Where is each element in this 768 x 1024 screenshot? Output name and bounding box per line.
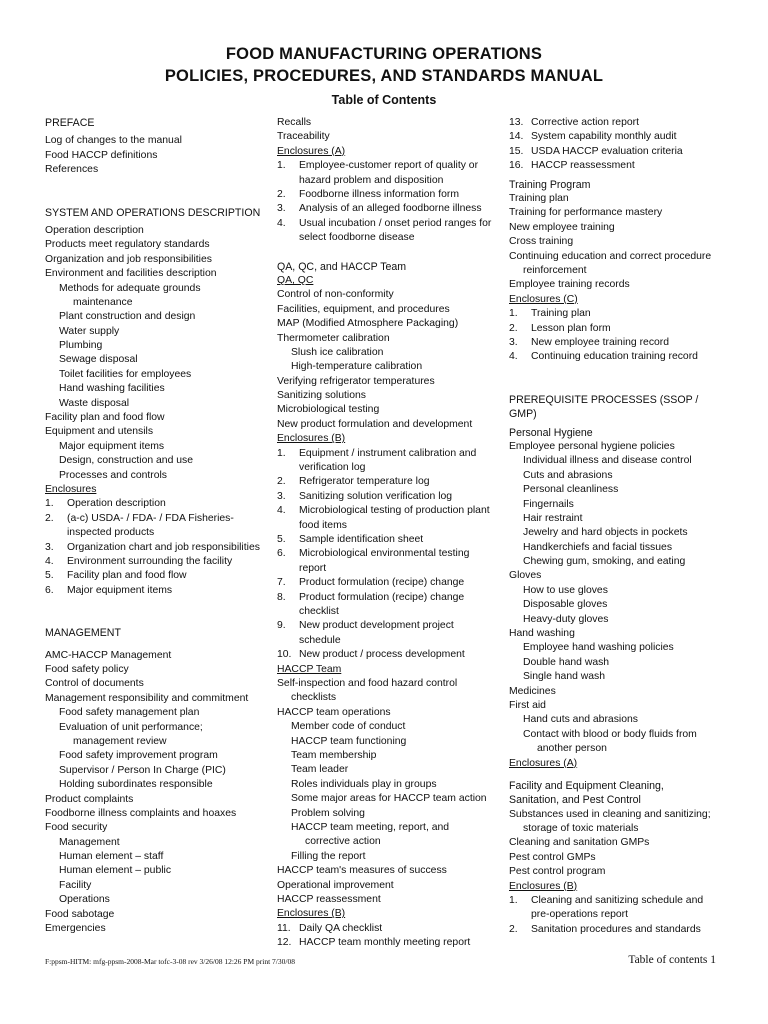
toc-entry-continued: checklists	[291, 692, 337, 704]
toc-subentry-continued: maintenance	[73, 296, 133, 308]
toc-entry: Verifying refrigerator temperatures	[277, 375, 435, 387]
toc-entry: New employee training	[509, 221, 615, 233]
enclosure-item: 2. Refrigerator temperature log	[277, 476, 430, 488]
document-title-line-1: FOOD MANUFACTURING OPERATIONS	[225, 45, 543, 63]
enclosures-heading: Enclosures (B)	[277, 908, 346, 920]
toc-entry: Food sabotage	[45, 908, 115, 920]
toc-section-heading: MANAGEMENT	[45, 627, 121, 640]
toc-subentry-continued: another person	[537, 743, 607, 755]
toc-entry: Operation description	[45, 224, 144, 236]
enclosure-item: 2. (a-c) USDA- / FDA- / FDA Fisheries-	[45, 512, 234, 524]
toc-subentry: Chewing gum, smoking, and eating	[523, 556, 686, 568]
toc-subsection-heading: Facility and Equipment Cleaning,	[509, 779, 664, 792]
toc-column-3	[509, 116, 729, 937]
toc-subentry: Sewage disposal	[59, 354, 138, 366]
toc-subentry: Plumbing	[59, 340, 103, 352]
enclosure-item: 11. Daily QA checklist	[277, 922, 383, 934]
toc-column-2	[277, 116, 497, 951]
toc-entry: New product formulation and development	[277, 418, 473, 430]
toc-entry: Sanitizing solutions	[277, 390, 366, 402]
toc-subentry: Employee hand washing policies	[523, 642, 674, 654]
toc-entry: MAP (Modified Atmosphere Packaging)	[277, 318, 459, 330]
enclosure-item: 3. New employee training record	[509, 336, 670, 348]
enclosure-item: 1. Equipment / instrument calibration and	[277, 447, 477, 459]
enclosure-item-continued: hazard problem and disposition	[299, 174, 444, 186]
toc-entry: Organization and job responsibilities	[45, 253, 212, 265]
enclosure-item: 16. HACCP reassessment	[509, 160, 635, 172]
enclosure-item: 4. Environment surrounding the facility	[45, 555, 233, 567]
enclosure-item: 4. Usual incubation / onset period ranges for	[277, 217, 492, 229]
enclosures-heading: Enclosures (A)	[509, 757, 578, 769]
enclosure-item: 1. Operation description	[45, 498, 166, 510]
toc-column-1	[45, 116, 265, 936]
toc-subentry: Food safety management plan	[59, 707, 200, 719]
enclosure-item: 3. Sanitizing solution verification log	[277, 490, 453, 502]
toc-subsection-heading: QA, QC	[277, 274, 314, 286]
enclosure-item: 3. Analysis of an alleged foodborne illness	[277, 203, 482, 215]
toc-entry: Substances used in cleaning and sanitizing;	[509, 808, 711, 820]
enclosure-item: 7. Product formulation (recipe) change	[277, 577, 465, 589]
toc-subentry: Team membership	[291, 750, 377, 762]
enclosure-item: 4. Continuing education training record	[509, 351, 698, 363]
enclosure-item-continued: pre-operations report	[531, 909, 629, 921]
toc-subentry: Waste disposal	[59, 397, 130, 409]
toc-entry: Control of non-conformity	[277, 289, 394, 301]
toc-entry-continued: storage of toxic materials	[523, 823, 639, 835]
toc-entry: Product complaints	[45, 793, 134, 805]
toc-entry: Management responsibility and commitment	[45, 692, 249, 704]
toc-section-heading: Training Program	[509, 178, 591, 191]
toc-subsection-heading: Personal Hygiene	[509, 426, 593, 439]
toc-entry: Pest control program	[509, 866, 606, 878]
toc-entry: First aid	[509, 699, 546, 711]
toc-subentry: Problem solving	[291, 807, 365, 819]
toc-entry: Products meet regulatory standards	[45, 239, 210, 251]
toc-entry: HACCP reassessment	[277, 893, 381, 905]
toc-entry: Cross training	[509, 236, 574, 248]
toc-section-heading: PREFACE	[45, 117, 95, 129]
enclosure-item: 6. Major equipment items	[45, 584, 173, 596]
toc-entry: Log of changes to the manual	[45, 135, 182, 147]
toc-subentry: Processes and controls	[59, 469, 168, 481]
enclosure-item: 2. Lesson plan form	[509, 322, 611, 334]
toc-subentry: Some major areas for HACCP team action	[291, 793, 487, 805]
toc-entry: Food HACCP definitions	[45, 149, 158, 161]
enclosure-item-continued: verification log	[299, 462, 366, 474]
toc-entry: AMC-HACCP Management	[45, 649, 172, 661]
enclosure-item-continued: schedule	[299, 634, 341, 646]
toc-subentry: High-temperature calibration	[291, 361, 423, 373]
enclosures-heading: Enclosures (B)	[509, 880, 578, 892]
toc-subentry: Team leader	[291, 764, 349, 776]
toc-entry: Employee personal hygiene policies	[509, 440, 675, 452]
toc-subentry: Hair restraint	[523, 512, 583, 524]
enclosures-heading: Enclosures (A)	[277, 145, 346, 157]
enclosure-item: 15. USDA HACCP evaluation criteria	[509, 145, 683, 157]
toc-entry: Microbiological testing	[277, 404, 380, 416]
toc-subentry: Supervisor / Person In Charge (PIC)	[59, 764, 226, 776]
toc-entry: HACCP team operations	[277, 706, 391, 718]
toc-entry: Cleaning and sanitation GMPs	[509, 837, 650, 849]
enclosure-item: 10. New product / process development	[277, 649, 465, 661]
toc-entry: HACCP team's measures of success	[277, 865, 447, 877]
toc-entry: Operational improvement	[277, 879, 394, 891]
toc-entry: Thermometer calibration	[277, 332, 390, 344]
toc-subentry: Human element – staff	[59, 851, 164, 863]
toc-subentry: HACCP team meeting, report, and	[291, 821, 450, 833]
toc-entry: Traceability	[277, 131, 330, 143]
enclosure-item-continued: report	[299, 562, 327, 574]
enclosure-item: 4. Microbiological testing of production plant	[277, 505, 490, 517]
toc-subentry: Single hand wash	[523, 671, 606, 683]
toc-subentry: Design, construction and use	[59, 455, 194, 467]
toc-subentry: Methods for adequate grounds	[59, 282, 201, 294]
toc-subentry: Heavy-duty gloves	[523, 613, 609, 625]
toc-entry: Pest control GMPs	[509, 851, 596, 863]
enclosures-heading: Enclosures (B)	[277, 433, 346, 445]
toc-subentry: Management	[59, 836, 120, 848]
enclosure-item: 2. Sanitation procedures and standards	[509, 923, 701, 935]
toc-subsection-heading: HACCP Team	[277, 663, 342, 675]
toc-subentry: HACCP team functioning	[291, 735, 407, 747]
toc-entry: Food security	[45, 822, 108, 834]
toc-section-heading: PREREQUISITE PROCESSES (SSOP /	[509, 393, 699, 406]
toc-entry: Facilities, equipment, and procedures	[277, 303, 450, 315]
toc-entry: Employee training records	[509, 279, 630, 291]
enclosures-heading: Enclosures (C)	[509, 293, 578, 305]
enclosure-item: 8. Product formulation (recipe) change	[277, 591, 465, 603]
toc-section-heading: QA, QC, and HACCP Team	[277, 260, 407, 273]
enclosure-item-continued: select foodborne disease	[299, 232, 415, 244]
enclosure-item: 3. Organization chart and job responsibilities	[45, 541, 260, 553]
toc-section-heading: SYSTEM AND OPERATIONS DESCRIPTION	[45, 206, 261, 219]
toc-subentry: How to use gloves	[523, 584, 608, 596]
toc-subentry: Individual illness and disease control	[523, 455, 692, 467]
enclosures-heading: Enclosures	[45, 483, 97, 495]
footer-page-label: Table of contents 1	[628, 954, 716, 966]
enclosure-item: 5. Sample identification sheet	[277, 534, 424, 546]
toc-subentry: Plant construction and design	[59, 311, 196, 323]
toc-entry: Foodborne illness complaints and hoaxes	[45, 807, 237, 819]
toc-entry: Continuing education and correct procedure	[509, 250, 712, 262]
toc-subentry: Major equipment items	[59, 440, 165, 452]
enclosure-item: 2. Foodborne illness information form	[277, 188, 459, 200]
enclosure-item: 13. Corrective action report	[509, 117, 639, 128]
toc-entry: Facility plan and food flow	[45, 412, 165, 424]
document-title-line-2: POLICIES, PROCEDURES, AND STANDARDS MANUAL	[164, 67, 604, 85]
toc-section-heading-continued: GMP)	[509, 408, 537, 421]
toc-entry: Food safety policy	[45, 663, 129, 675]
toc-entry: Emergencies	[45, 923, 106, 935]
footer-file-info: F:ppsm-HITM: mfg-ppsm-2008-Mar tofc-3-08 rev 3/26/08 12:26 PM print 7/30/08	[45, 957, 295, 966]
table-of-contents-heading: Table of Contents	[331, 93, 437, 107]
enclosure-item: 6. Microbiological environmental testing	[277, 548, 470, 560]
toc-entry: Training plan	[509, 193, 569, 205]
toc-entry: Equipment and utensils	[45, 426, 154, 438]
toc-subentry: Personal cleanliness	[523, 484, 619, 496]
toc-subentry: Evaluation of unit performance;	[59, 721, 203, 733]
toc-entry: Training for performance mastery	[509, 207, 663, 219]
toc-entry: Medicines	[509, 685, 556, 697]
toc-entry: References	[45, 164, 99, 176]
enclosure-item-continued: checklist	[299, 606, 339, 618]
toc-subentry: Double hand wash	[523, 656, 610, 668]
enclosure-item: 9. New product development project	[277, 620, 454, 632]
toc-subentry: Jewelry and hard objects in pockets	[523, 527, 688, 539]
toc-entry: Control of documents	[45, 678, 144, 690]
enclosure-item: 14. System capability monthly audit	[509, 131, 677, 143]
toc-subentry: Hand cuts and abrasions	[523, 714, 638, 726]
toc-subentry: Handkerchiefs and facial tissues	[523, 541, 673, 553]
toc-entry: Hand washing	[509, 628, 575, 640]
enclosure-item: 1. Cleaning and sanitizing schedule and	[509, 895, 704, 907]
toc-subentry: Toilet facilities for employees	[59, 368, 192, 380]
enclosure-item: 5. Facility plan and food flow	[45, 570, 187, 582]
toc-subentry: Operations	[59, 894, 110, 906]
toc-subsection-heading-continued: Sanitation, and Pest Control	[509, 794, 641, 807]
toc-subentry: Hand washing facilities	[59, 383, 165, 395]
toc-subentry: Facility	[59, 879, 92, 891]
toc-subentry: Human element – public	[59, 865, 172, 877]
enclosure-item: 12. HACCP team monthly meeting report	[277, 937, 471, 949]
enclosure-item-continued: inspected products	[67, 527, 155, 539]
toc-subentry: Slush ice calibration	[291, 346, 384, 358]
toc-entry: Self-inspection and food hazard control	[277, 678, 458, 690]
toc-subentry: Water supply	[59, 325, 120, 337]
enclosure-item-continued: food items	[299, 519, 347, 531]
toc-subentry: Cuts and abrasions	[523, 469, 613, 481]
toc-subentry: Contact with blood or body fluids from	[523, 728, 697, 740]
toc-entry-continued: reinforcement	[523, 264, 587, 276]
toc-subentry-continued: corrective action	[305, 836, 381, 848]
toc-subentry: Member code of conduct	[291, 721, 406, 733]
toc-subentry: Food safety improvement program	[59, 750, 218, 762]
toc-entry: Gloves	[509, 570, 542, 582]
enclosure-item: 1. Employee-customer report of quality or	[277, 160, 479, 172]
toc-entry: Environment and facilities description	[45, 268, 217, 280]
enclosure-item: 1. Training plan	[509, 308, 591, 320]
toc-subentry: Holding subordinates responsible	[59, 779, 213, 791]
toc-entry: Recalls	[277, 117, 312, 128]
toc-subentry: Fingernails	[523, 498, 574, 510]
toc-subentry-continued: management review	[73, 735, 167, 747]
toc-subentry: Roles individuals play in groups	[291, 778, 437, 790]
toc-subentry: Disposable gloves	[523, 599, 608, 611]
toc-subentry: Filling the report	[291, 850, 366, 862]
